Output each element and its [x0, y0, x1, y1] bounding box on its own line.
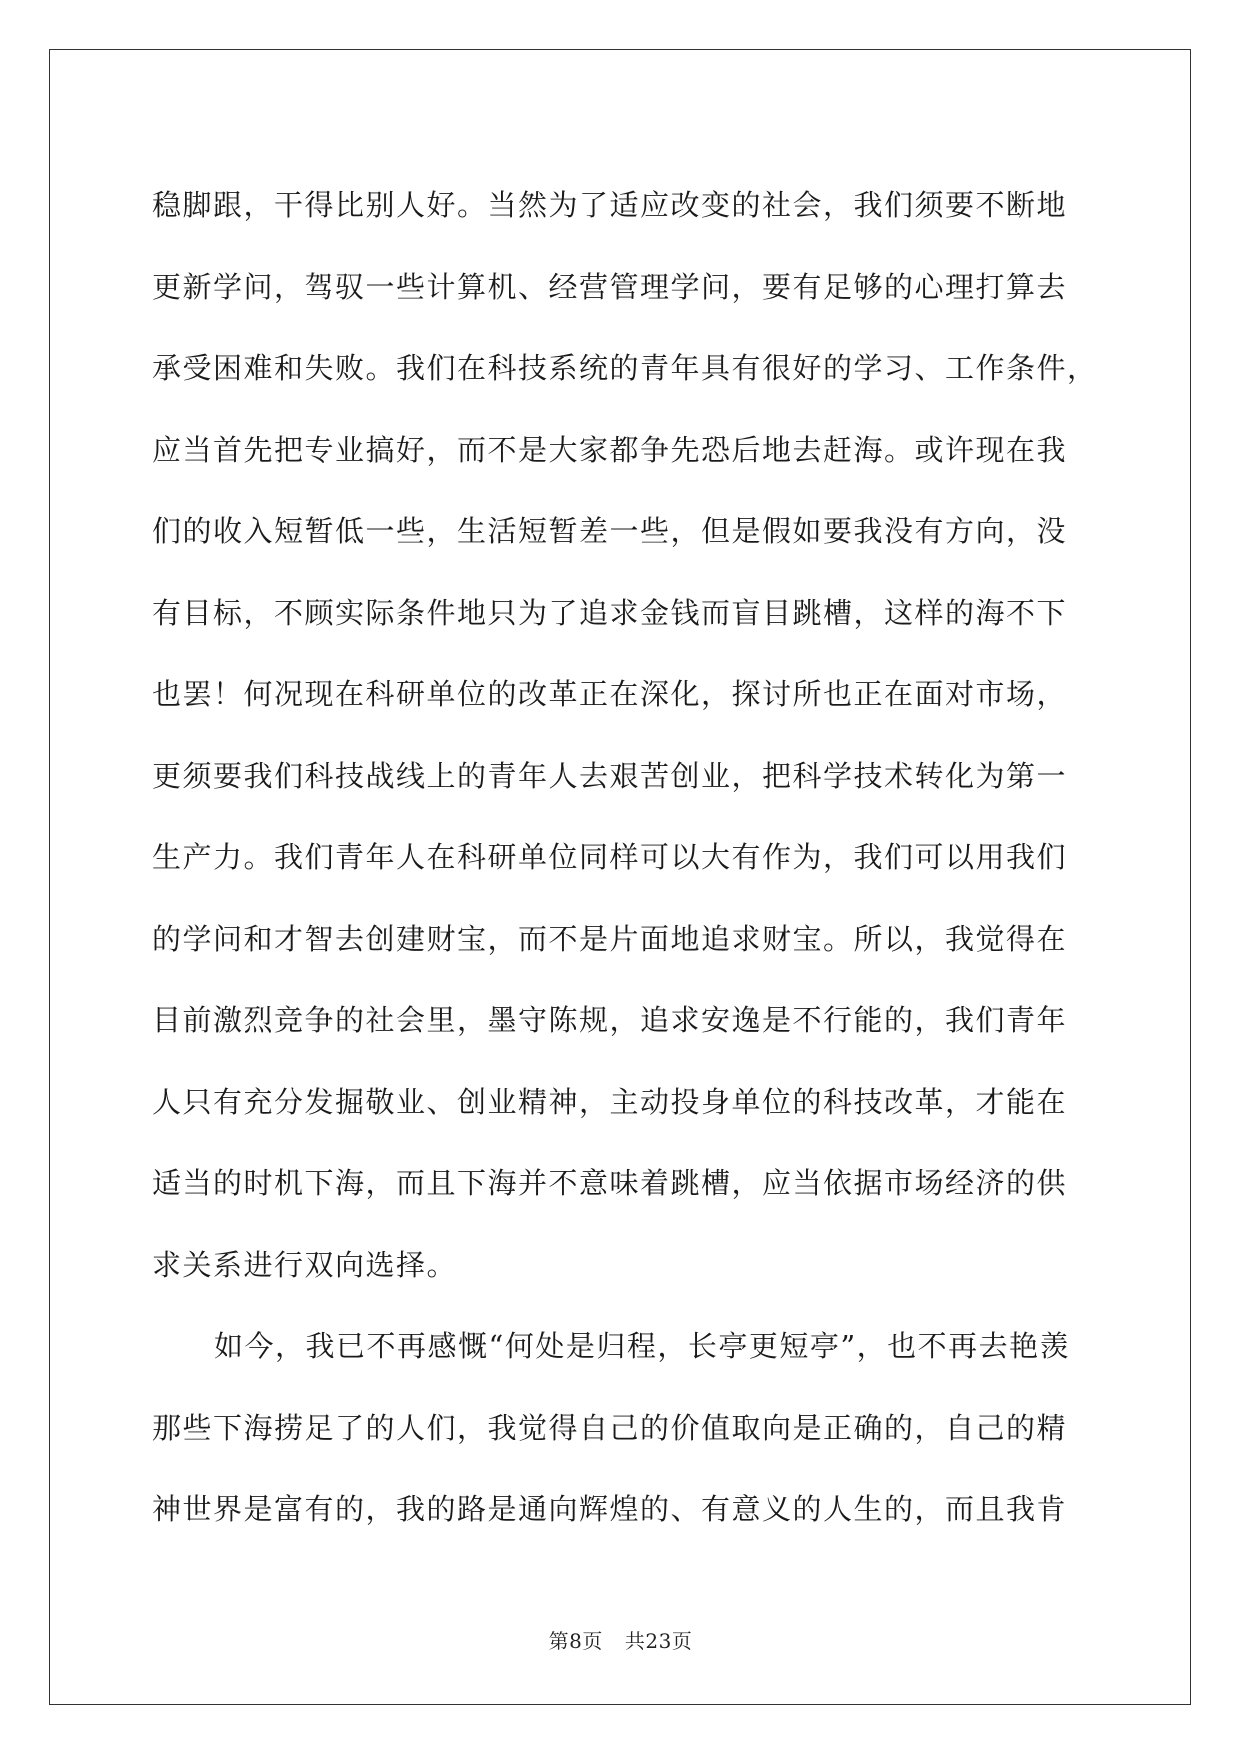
text-line: 稳脚跟，干得比别人好。当然为了适应改变的社会，我们须要不断地: [152, 188, 1068, 222]
text-line: 更须要我们科技战线上的青年人去艰苦创业，把科学技术转化为第一: [152, 758, 1068, 793]
total-label-prefix: 共: [624, 1629, 646, 1653]
text-line: 如今，我已不再感慨“何处是归程，长亭更短亭”，也不再去艳羡: [214, 1329, 1071, 1363]
text-line: 也罢！何况现在科研单位的改革正在深化，探讨所也正在面对市场，: [152, 677, 1068, 711]
total-label-suffix: 页: [671, 1629, 693, 1653]
text-line: 更新学问，驾驭一些计算机、经营管理学问，要有足够的心理打算去: [152, 269, 1068, 304]
page-label-suffix: 页: [582, 1629, 603, 1653]
text-line: 承受困难和失败。我们在科技系统的青年具有很好的学习、工作条件，: [152, 351, 1098, 385]
text-line: 有目标，不顾实际条件地只为了追求金钱而盲目跳槽，这样的海不下: [152, 595, 1068, 630]
text-line: 适当的时机下海，而且下海并不意味着跳槽，应当依据市场经济的供: [152, 1166, 1068, 1200]
document-body: [152, 165, 1098, 1551]
text-line: 神世界是富有的，我的路是通向辉煌的、有意义的人生的，而且我肯: [152, 1492, 1068, 1526]
total-pages: 23: [645, 1629, 672, 1653]
page-number: 8: [569, 1629, 583, 1653]
text-line: 求关系进行双向选择。: [152, 1247, 458, 1282]
text-line: 那些下海捞足了的人们，我觉得自己的价值取向是正确的，自己的精: [152, 1410, 1068, 1445]
page-label-prefix: 第: [548, 1629, 570, 1653]
text-line: 应当首先把专业搞好，而不是大家都争先恐后地去赶海。或许现在我: [152, 432, 1068, 467]
text-line: 们的收入短暂低一些，生活短暂差一些，但是假如要我没有方向，没: [152, 514, 1068, 548]
text-line: 的学问和才智去创建财宝，而不是片面地追求财宝。所以，我觉得在: [152, 921, 1068, 956]
text-line: 生产力。我们青年人在科研单位同样可以大有作为，我们可以用我们: [152, 840, 1068, 874]
text-line: 目前激烈竞争的社会里，墨守陈规，追求安逸是不行能的，我们青年: [152, 1003, 1068, 1037]
page-footer: [0, 1625, 1241, 1654]
text-line: 人只有充分发掘敬业、创业精神，主动投身单位的科技改革，才能在: [152, 1084, 1068, 1119]
